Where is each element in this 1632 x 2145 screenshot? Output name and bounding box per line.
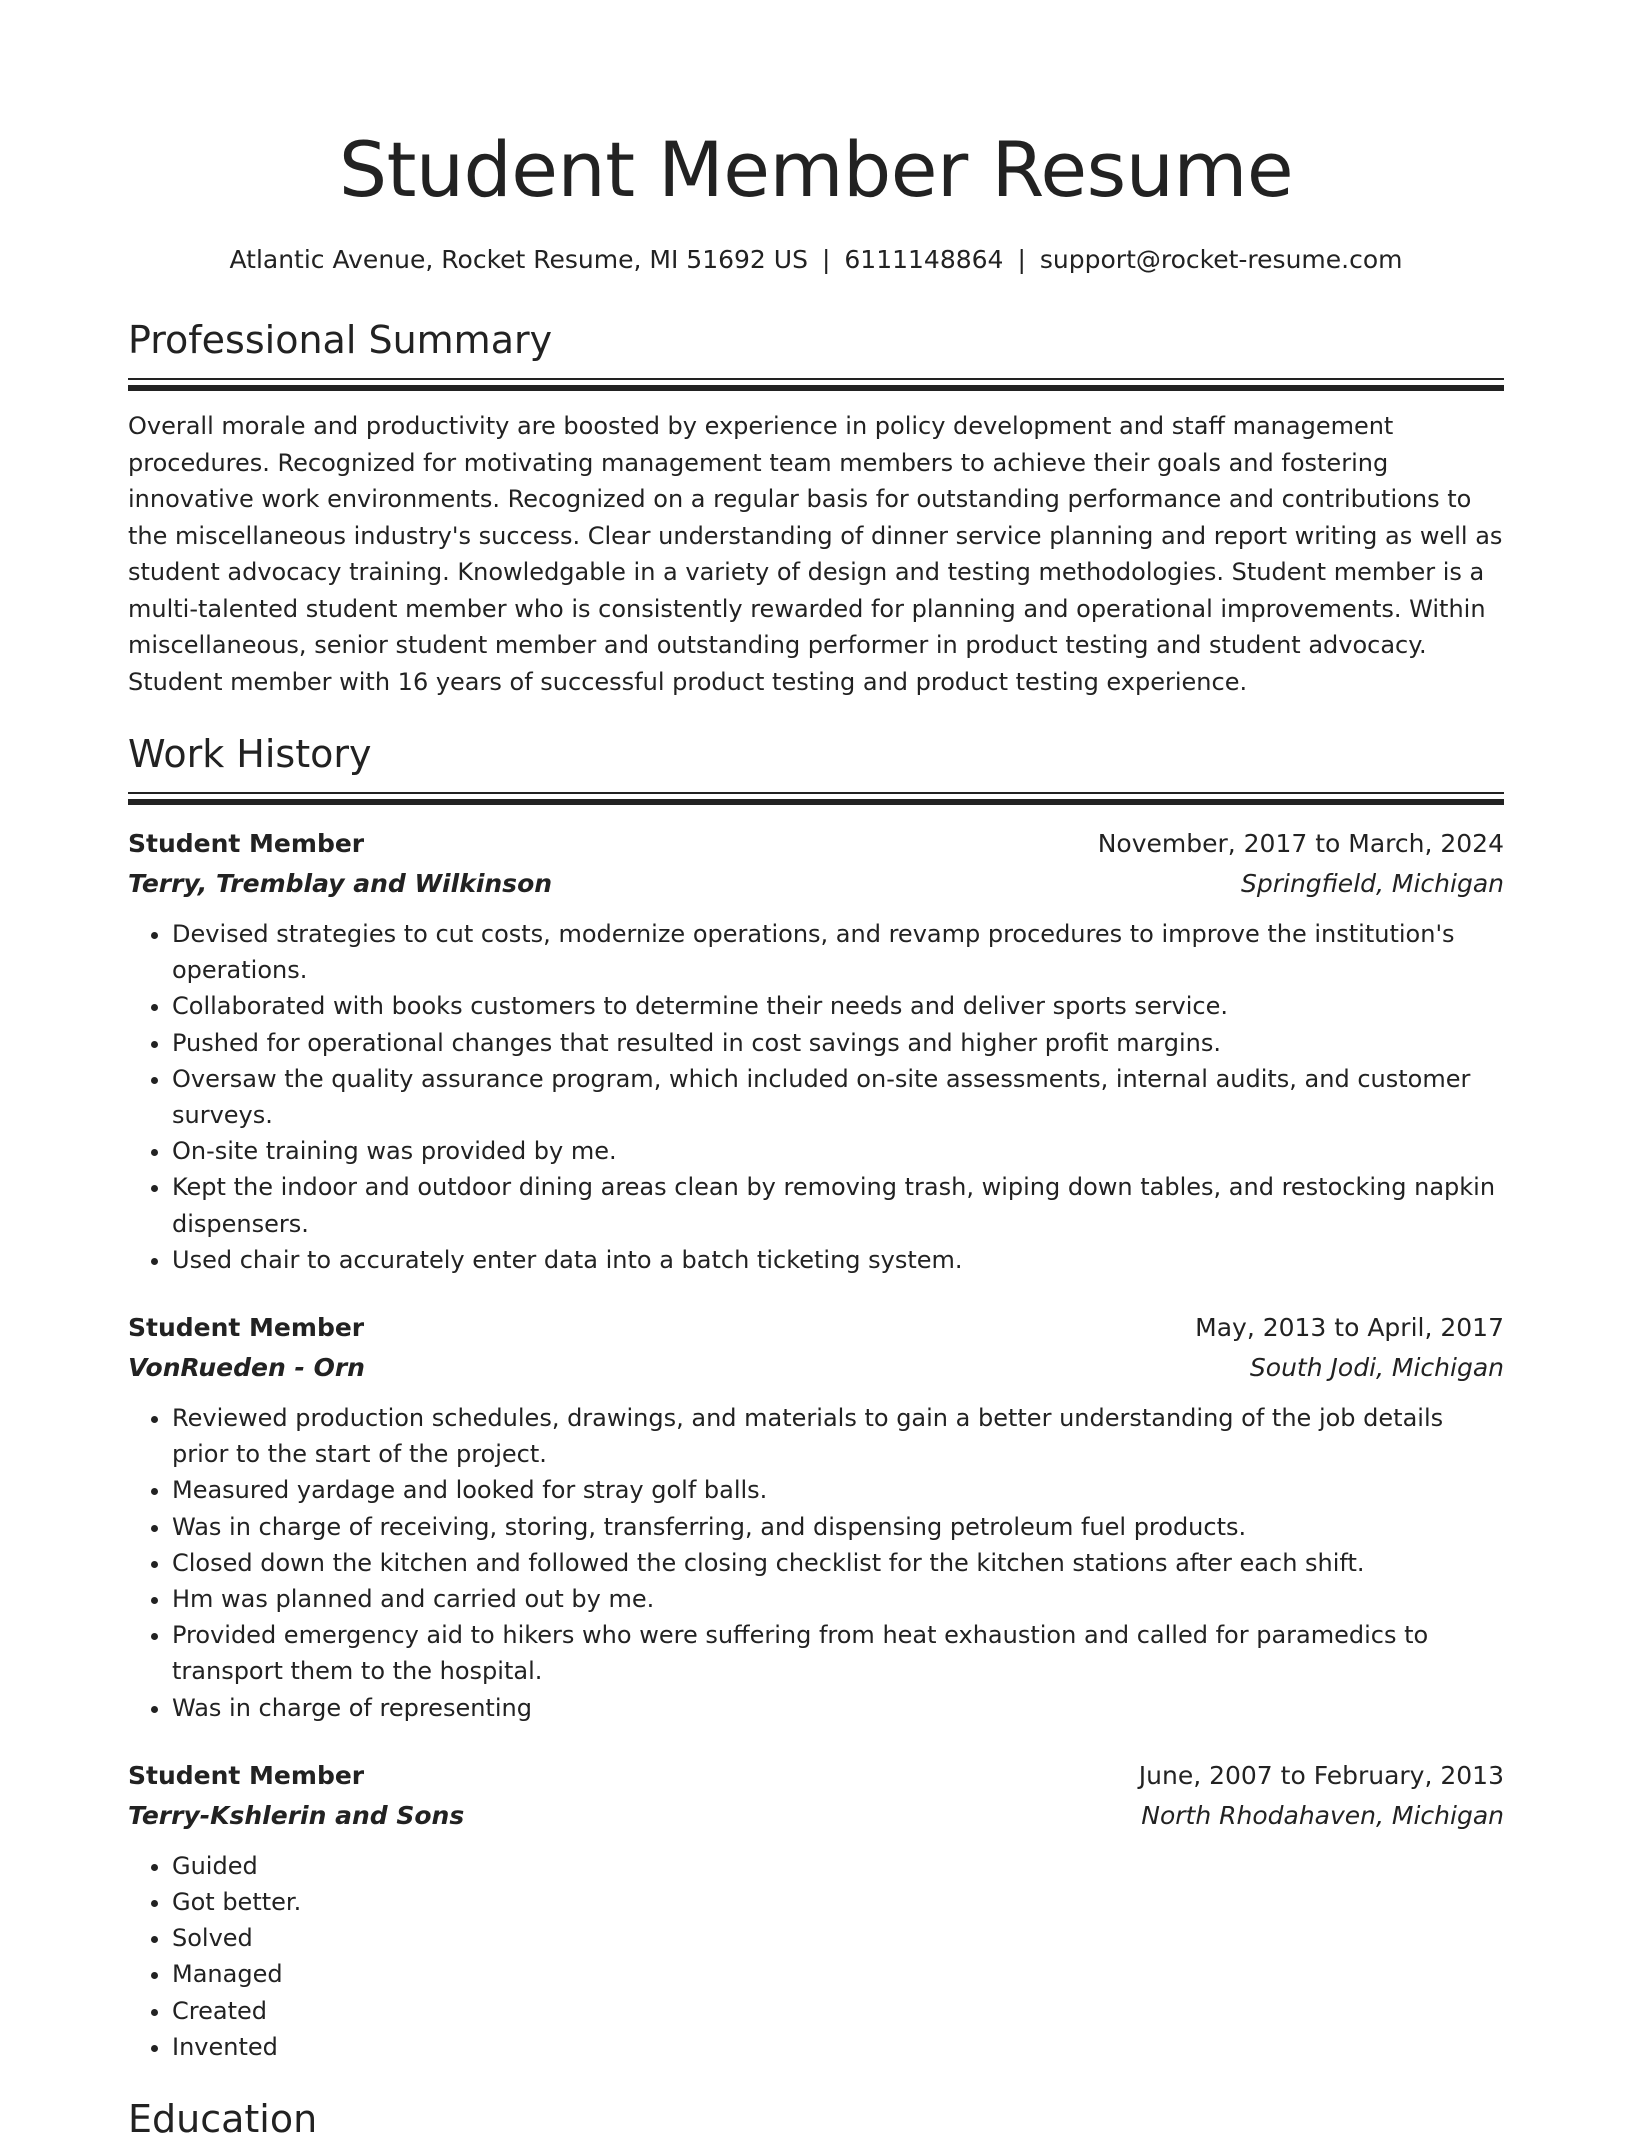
job-bullet: • Was in charge of receiving, storing, transferring, and dispensing petroleum fuel products.: [172, 1509, 1504, 1545]
job-bullet: • On-site training was provided by me.: [172, 1133, 1504, 1169]
job-bullet: • Managed: [172, 1956, 1504, 1992]
job-entry: [128, 1756, 1504, 2065]
contact-phone: 6111148864: [844, 245, 1004, 274]
section-divider: [128, 792, 1504, 806]
resume-page: [128, 0, 1504, 2145]
job-company-row: [128, 864, 1504, 904]
job-bullet: • Invented: [172, 2029, 1504, 2065]
job-bullet-list: [128, 1400, 1504, 1726]
job-header-row: [128, 824, 1504, 864]
contact-line: [128, 242, 1504, 278]
job-entry: [128, 824, 1504, 1278]
contact-address: Atlantic Avenue, Rocket Resume, MI 51692 US: [229, 245, 808, 274]
contact-separator: |: [821, 245, 831, 274]
job-title: Student Member: [128, 829, 365, 858]
job-location: South Jodi, Michigan: [1249, 1353, 1504, 1383]
job-bullet: • Used chair to accurately enter data into a batch ticketing system.: [172, 1242, 1504, 1278]
job-header-row: [128, 1756, 1504, 1796]
job-dates: June, 2007 to February, 2013: [1138, 1760, 1504, 1790]
job-bullet-list: [128, 1848, 1504, 2065]
job-bullet: • Closed down the kitchen and followed the closing checklist for the kitchen stations after each shift.: [172, 1545, 1504, 1581]
job-bullet: • Reviewed production schedules, drawings, and materials to gain a better understanding of the job details prior to the start of the project.: [172, 1400, 1504, 1472]
job-bullet: • Solved: [172, 1920, 1504, 1956]
job-entry: [128, 1308, 1504, 1726]
job-company-row: [128, 1348, 1504, 1388]
job-company: VonRueden - Orn: [128, 1353, 365, 1383]
contact-separator: |: [1017, 245, 1026, 274]
section-title-education: Education: [128, 2097, 318, 2142]
section-divider: [128, 378, 1504, 392]
job-bullet: • Kept the indoor and outdoor dining areas clean by removing trash, wiping down tables, and restocking napkin dispensers.: [172, 1169, 1504, 1241]
job-bullet: • Provided emergency aid to hikers who were suffering from heat exhaustion and called for paramedics to transport them to the hospital.: [172, 1617, 1504, 1689]
job-bullet: • Was in charge of representing: [172, 1690, 1504, 1726]
job-bullet: • Guided: [172, 1848, 1504, 1884]
job-company-row: [128, 1796, 1504, 1836]
job-company: Terry-Kshlerin and Sons: [128, 1800, 465, 1830]
job-bullet: • Hm was planned and carried out by me.: [172, 1581, 1504, 1617]
job-company: Terry, Tremblay and Wilkinson: [128, 869, 553, 898]
job-title: Student Member: [128, 1760, 365, 1790]
job-bullet: • Got better.: [172, 1884, 1504, 1920]
job-bullet: • Devised strategies to cut costs, modernize operations, and revamp procedures to improve the institution's operations.: [172, 916, 1504, 988]
contact-email: support@rocket-resume.com: [1039, 245, 1403, 274]
job-location: North Rhodahaven, Michigan: [1141, 1800, 1504, 1830]
job-bullet: • Pushed for operational changes that resulted in cost savings and higher profit margins.: [172, 1025, 1504, 1061]
job-location: Springfield, Michigan: [1240, 869, 1504, 898]
job-header-row: [128, 1308, 1504, 1348]
job-dates: May, 2013 to April, 2017: [1195, 1313, 1504, 1343]
summary-text: Overall morale and productivity are boosted by experience in policy development and staff management procedures. Recognized for motivating management team members to achieve their goals and fostering innovative work environments. Recognized on a regular basis for outstanding performance and contributions to the miscellaneous industry's success. Clear understanding of dinner service planning and report writing as well as student advocacy training. Knowledgable in a variety of design and testing methodologies. Student member is a multi-talented student member who is consistently rewarded for planning and operational improvements. Within miscellaneous, senior student member and outstanding performer in product testing and student advocacy. Student member with 16 years of successful product testing and product testing experience.: [128, 412, 1503, 696]
section-title-work-history: Work History: [128, 732, 372, 776]
job-bullet-list: [128, 916, 1504, 1278]
job-title: Student Member: [128, 1313, 365, 1343]
job-bullet: • Collaborated with books customers to determine their needs and deliver sports service.: [172, 988, 1504, 1024]
job-dates: November, 2017 to March, 2024: [1097, 829, 1504, 858]
job-bullet: • Measured yardage and looked for stray golf balls.: [172, 1472, 1504, 1508]
job-bullet: • Oversaw the quality assurance program, which included on-site assessments, internal audits, and customer surveys.: [172, 1061, 1504, 1133]
resume-name: Student Member Resume: [338, 125, 1294, 214]
job-bullet: • Created: [172, 1993, 1504, 2029]
section-title-summary: Professional Summary: [128, 318, 553, 362]
